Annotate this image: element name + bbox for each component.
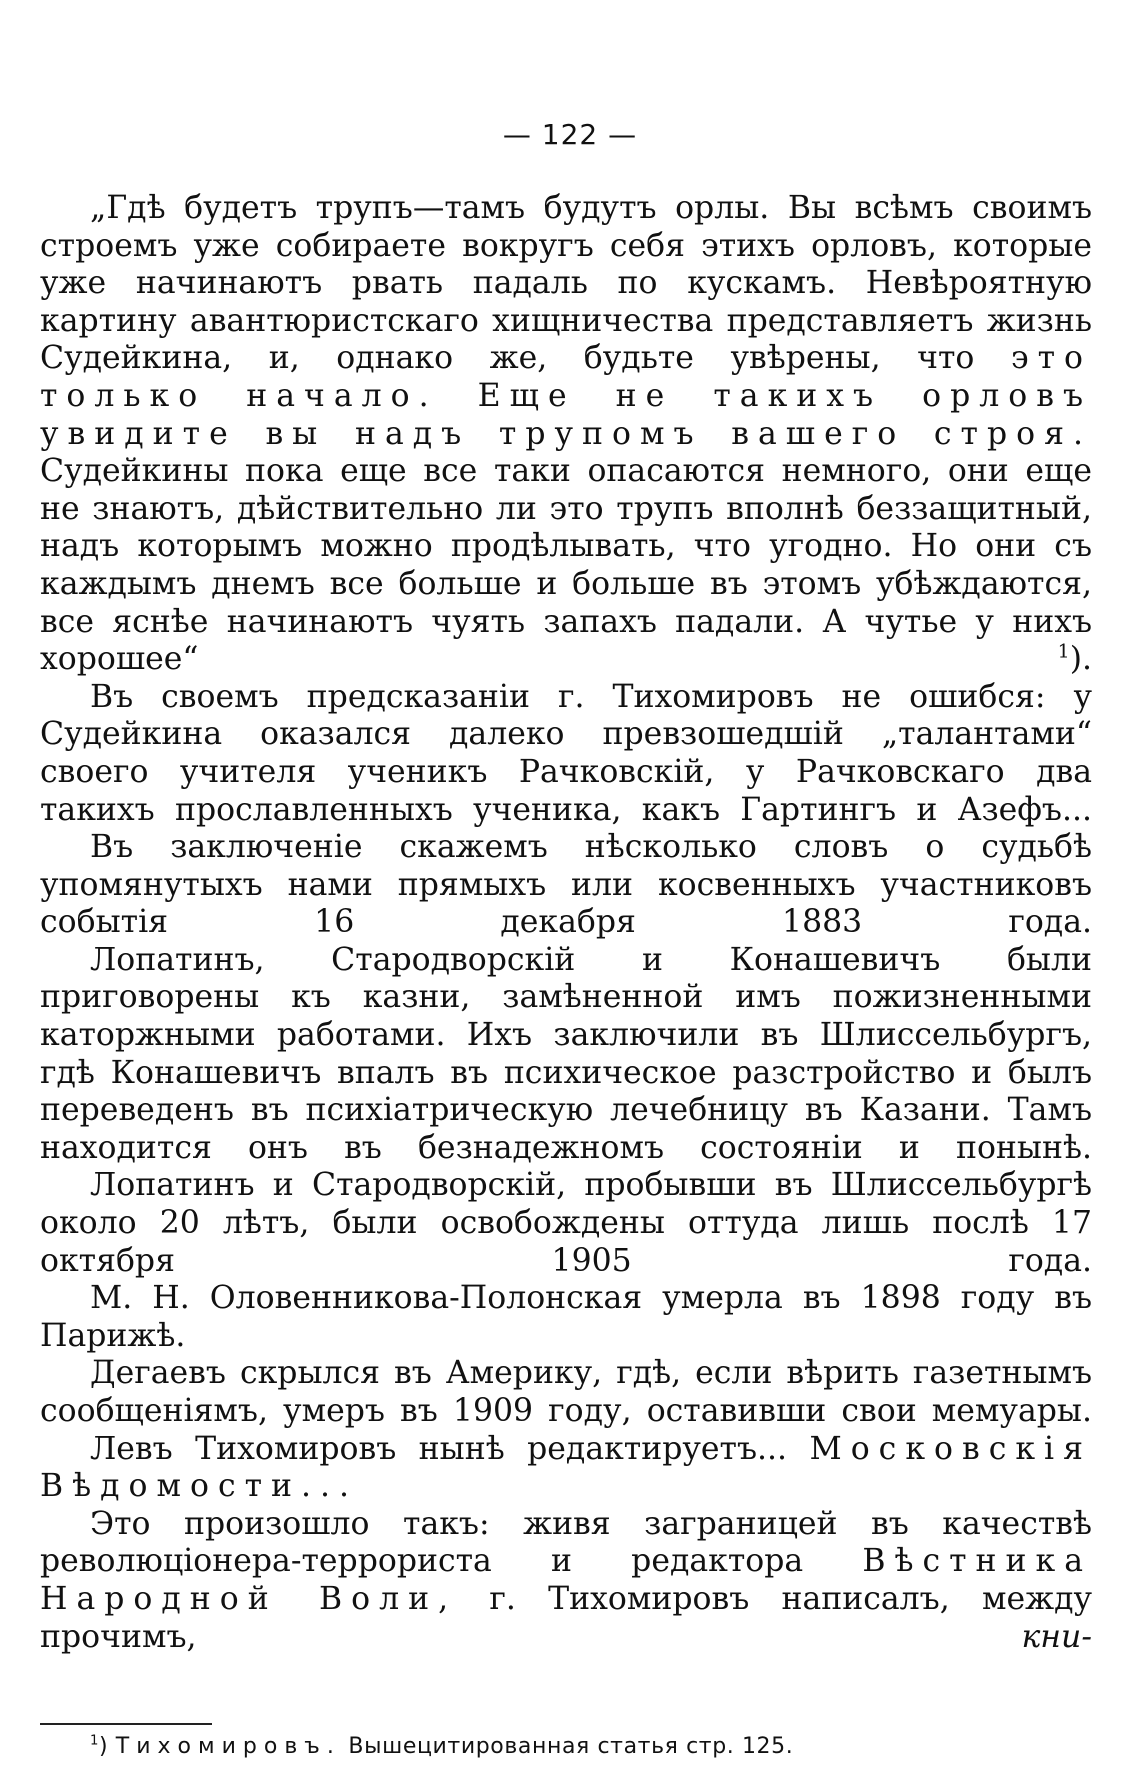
paragraph-tikhomirov <box>40 1431 1092 1506</box>
page-number: — 122 — <box>502 118 638 151</box>
body-text <box>40 190 1092 1656</box>
spaced-emphasis: Московскія Вѣдомости... <box>40 1430 1092 1505</box>
paragraph-text-tail: г. Тихомировъ написалъ, между прочимъ, <box>40 1580 1093 1655</box>
paragraph: Лопатинъ, Стародворскій и Конашевичъ были приговорены къ казни, замѣненной имъ пожизненными каторжными работами. Ихъ заключили въ Шлиссельбургъ, гдѣ Конашевичъ впалъ въ психическое разстройство и былъ переведенъ въ психіатрическую лечебницу въ Казани. Тамъ находится онъ въ безнадежномъ состояніи и понынѣ. <box>40 941 1092 1166</box>
paragraph-last <box>40 1506 1092 1656</box>
paragraph-text: Это произошло такъ: живя заграницей въ качествѣ революціонера-террориста и редактора <box>40 1505 1092 1580</box>
spaced-emphasis: это только начало. Еще не такихъ орловъ увидите вы надъ трупомъ вашего строя. <box>40 340 1092 452</box>
footnote-reference: 1 <box>1057 640 1070 663</box>
paragraph-text: Левъ Тихомировъ нынѣ редактируетъ... <box>90 1430 810 1467</box>
paragraph: Въ своемъ предсказаніи г. Тихомировъ не ошибся: у Судейкина оказался далеко превзошедшій „талантами“ своего учителя ученикъ Рачковскій, у Рачковскаго два такихъ прославленныхъ ученика, какъ Гартингъ и Азефъ... <box>40 678 1092 828</box>
spaced-emphasis: Вѣстника Народной Воли, <box>40 1543 1092 1617</box>
paragraph-text-tail: Судейкины пока еще все таки опасаются немного, они еще не знаютъ, дѣйствительно ли это трупъ вполнѣ беззащитный, надъ которымъ можно продѣлывать, что угодно. Но они съ каждымъ днемъ все больше и больше въ этомъ убѣждаются, все яснѣе начинаютъ чуять запахъ падали. А чутье у нихъ хорошее“ <box>40 453 1092 678</box>
paragraph: М. Н. Оловенникова-Полонская умерла въ 1898 году въ Парижѣ. <box>40 1280 1092 1354</box>
footnote-author: Тихомировъ. <box>115 1734 341 1759</box>
paragraph-quote <box>40 190 1092 679</box>
footnote <box>90 1734 793 1759</box>
footnote-marker: 1 <box>90 1733 99 1749</box>
paragraph-text: „Гдѣ будетъ трупъ—тамъ будутъ орлы. Вы всѣмъ своимъ строемъ уже собираете вокругъ себя этихъ орловъ, которые уже начинаютъ рвать падаль по кускамъ. Невѣроятную картину авантюристскаго хищничества представляетъ жизнь Судейкина, и, однако же, будьте увѣрены, что <box>40 190 1092 377</box>
paragraph: Дегаевъ скрылся въ Америку, гдѣ, если вѣрить газетнымъ сообщеніямъ, умеръ въ 1909 году, оставивши свои мемуары. <box>40 1355 1092 1429</box>
paragraph-text-close: ). <box>1069 641 1092 678</box>
footnote-marker-paren: ) <box>99 1734 116 1759</box>
footnote-text: Вышецитированная статья стр. 125. <box>340 1734 794 1759</box>
italic-word: кни- <box>1021 1618 1092 1655</box>
footnote-rule <box>40 1723 212 1725</box>
paragraph: Въ заключеніе скажемъ нѣсколько словъ о судьбѣ упомянутыхъ нами прямыхъ или косвенныхъ участниковъ событія 16 декабря 1883 года. <box>40 829 1092 941</box>
paragraph: Лопатинъ и Стародворскій, пробывши въ Шлиссельбургѣ около 20 лѣтъ, были освобождены оттуда лишь послѣ 17 октября 1905 года. <box>40 1167 1092 1279</box>
